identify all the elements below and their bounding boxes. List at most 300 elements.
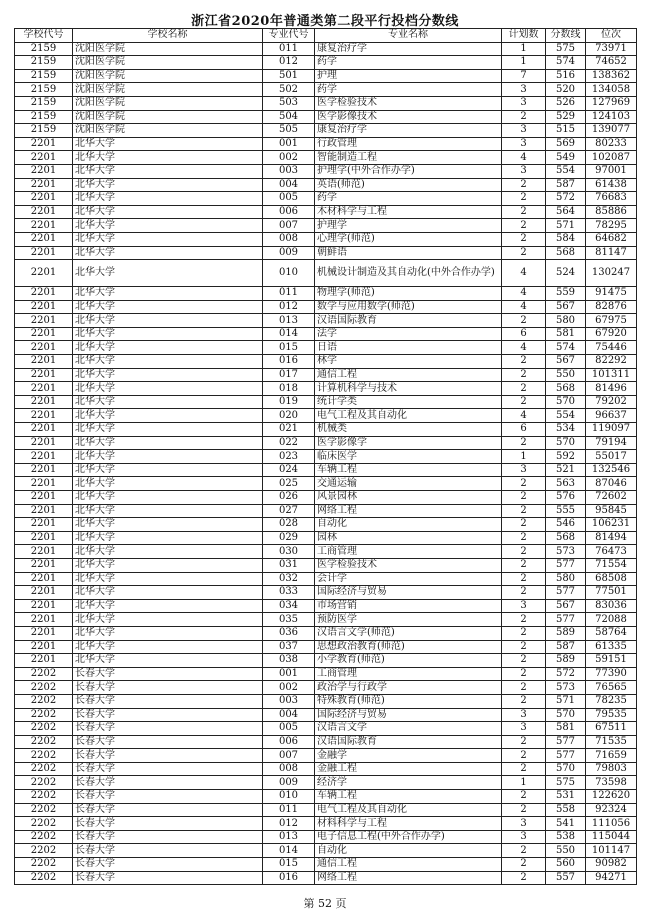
- cell-major-name: 机械类: [315, 423, 502, 437]
- cell-major-code: 504: [263, 110, 315, 124]
- header-major-code: 专业代号: [263, 29, 315, 43]
- cell-school-code: 2202: [15, 722, 73, 736]
- cell-rank: 81496: [586, 382, 637, 396]
- table-row: [15, 436, 637, 450]
- cell-score-line: 592: [546, 450, 586, 464]
- cell-rank: 90982: [586, 858, 637, 872]
- cell-rank: 75446: [586, 341, 637, 355]
- cell-score-line: 564: [546, 205, 586, 219]
- cell-major-code: 027: [263, 504, 315, 518]
- table-row: [15, 504, 637, 518]
- cell-plan-count: 3: [502, 137, 546, 151]
- cell-major-code: 505: [263, 124, 315, 138]
- cell-school-code: 2201: [15, 205, 73, 219]
- cell-major-name: 工商管理: [315, 545, 502, 559]
- cell-school-name: 北华大学: [73, 355, 263, 369]
- cell-rank: 80233: [586, 137, 637, 151]
- table-row: [15, 817, 637, 831]
- cell-major-code: 034: [263, 599, 315, 613]
- cell-major-name: 思想政治教育(师范): [315, 640, 502, 654]
- cell-school-name: 北华大学: [73, 314, 263, 328]
- cell-school-name: 北华大学: [73, 287, 263, 301]
- cell-rank: 95845: [586, 504, 637, 518]
- cell-major-code: 029: [263, 531, 315, 545]
- cell-rank: 101147: [586, 844, 637, 858]
- table-row: [15, 205, 637, 219]
- cell-major-code: 013: [263, 830, 315, 844]
- cell-major-code: 008: [263, 232, 315, 246]
- cell-score-line: 581: [546, 327, 586, 341]
- cell-plan-count: 2: [502, 178, 546, 192]
- cell-plan-count: 2: [502, 504, 546, 518]
- cell-score-line: 568: [546, 246, 586, 260]
- cell-school-code: 2202: [15, 817, 73, 831]
- cell-school-code: 2201: [15, 436, 73, 450]
- cell-major-name: 心理学(师范): [315, 232, 502, 246]
- cell-score-line: 521: [546, 463, 586, 477]
- cell-plan-count: 2: [502, 232, 546, 246]
- cell-plan-count: 1: [502, 450, 546, 464]
- cell-score-line: 567: [546, 599, 586, 613]
- cell-rank: 55017: [586, 450, 637, 464]
- cell-major-code: 006: [263, 735, 315, 749]
- table-row: [15, 137, 637, 151]
- cell-major-code: 009: [263, 246, 315, 260]
- cell-major-code: 012: [263, 300, 315, 314]
- cell-school-code: 2201: [15, 531, 73, 545]
- cell-major-code: 013: [263, 314, 315, 328]
- cell-school-code: 2201: [15, 192, 73, 206]
- cell-school-name: 北华大学: [73, 477, 263, 491]
- table-row: [15, 368, 637, 382]
- cell-school-name: 北华大学: [73, 423, 263, 437]
- cell-score-line: 541: [546, 817, 586, 831]
- header-school-name: 学校名称: [73, 29, 263, 43]
- cell-rank: 71659: [586, 749, 637, 763]
- cell-major-name: 材料科学与工程: [315, 817, 502, 831]
- table-row: [15, 246, 637, 260]
- cell-school-code: 2201: [15, 300, 73, 314]
- cell-major-name: 机械设计制造及其自动化(中外合作办学): [315, 260, 502, 287]
- score-table: [14, 28, 637, 885]
- cell-plan-count: 1: [502, 42, 546, 56]
- cell-rank: 91475: [586, 287, 637, 301]
- cell-major-name: 康复治疗学: [315, 42, 502, 56]
- cell-major-code: 026: [263, 491, 315, 505]
- cell-major-name: 护理学(中外合作办学): [315, 164, 502, 178]
- table-row: [15, 613, 637, 627]
- cell-major-name: 园林: [315, 531, 502, 545]
- cell-major-code: 031: [263, 558, 315, 572]
- table-row: [15, 96, 637, 110]
- table-row: [15, 450, 637, 464]
- cell-school-name: 北华大学: [73, 504, 263, 518]
- cell-school-code: 2201: [15, 341, 73, 355]
- cell-rank: 76473: [586, 545, 637, 559]
- table-row: [15, 762, 637, 776]
- cell-major-code: 009: [263, 776, 315, 790]
- cell-rank: 77501: [586, 586, 637, 600]
- cell-plan-count: 2: [502, 558, 546, 572]
- cell-school-code: 2202: [15, 667, 73, 681]
- cell-plan-count: 4: [502, 260, 546, 287]
- cell-score-line: 568: [546, 531, 586, 545]
- cell-plan-count: 2: [502, 368, 546, 382]
- cell-school-code: 2201: [15, 491, 73, 505]
- cell-score-line: 563: [546, 477, 586, 491]
- cell-plan-count: 2: [502, 749, 546, 763]
- cell-major-code: 006: [263, 205, 315, 219]
- cell-rank: 72088: [586, 613, 637, 627]
- cell-school-code: 2201: [15, 164, 73, 178]
- cell-score-line: 534: [546, 423, 586, 437]
- cell-plan-count: 1: [502, 776, 546, 790]
- cell-school-code: 2201: [15, 463, 73, 477]
- cell-school-code: 2201: [15, 572, 73, 586]
- cell-major-name: 计算机科学与技术: [315, 382, 502, 396]
- cell-school-code: 2201: [15, 558, 73, 572]
- cell-plan-count: 2: [502, 192, 546, 206]
- cell-school-code: 2159: [15, 83, 73, 97]
- cell-plan-count: 2: [502, 219, 546, 233]
- cell-school-code: 2159: [15, 42, 73, 56]
- table-row: [15, 395, 637, 409]
- cell-plan-count: 3: [502, 96, 546, 110]
- cell-major-code: 036: [263, 626, 315, 640]
- cell-major-code: 015: [263, 858, 315, 872]
- cell-school-code: 2202: [15, 803, 73, 817]
- cell-major-code: 014: [263, 844, 315, 858]
- cell-major-name: 交通运输: [315, 477, 502, 491]
- cell-rank: 132546: [586, 463, 637, 477]
- cell-score-line: 576: [546, 491, 586, 505]
- cell-rank: 106231: [586, 518, 637, 532]
- cell-major-code: 003: [263, 164, 315, 178]
- table-row: [15, 192, 637, 206]
- cell-major-name: 林学: [315, 355, 502, 369]
- cell-rank: 130247: [586, 260, 637, 287]
- cell-plan-count: 4: [502, 341, 546, 355]
- cell-plan-count: 3: [502, 722, 546, 736]
- cell-rank: 61438: [586, 178, 637, 192]
- cell-major-name: 经济学: [315, 776, 502, 790]
- cell-school-code: 2202: [15, 708, 73, 722]
- table-row: [15, 477, 637, 491]
- cell-plan-count: 3: [502, 599, 546, 613]
- cell-major-code: 004: [263, 708, 315, 722]
- cell-plan-count: 3: [502, 124, 546, 138]
- cell-school-code: 2159: [15, 96, 73, 110]
- cell-plan-count: 2: [502, 613, 546, 627]
- cell-rank: 92324: [586, 803, 637, 817]
- table-row: [15, 708, 637, 722]
- cell-rank: 81494: [586, 531, 637, 545]
- cell-plan-count: 2: [502, 477, 546, 491]
- cell-score-line: 569: [546, 137, 586, 151]
- cell-rank: 94271: [586, 871, 637, 885]
- cell-school-name: 沈阳医学院: [73, 42, 263, 56]
- cell-rank: 87046: [586, 477, 637, 491]
- cell-plan-count: 2: [502, 382, 546, 396]
- cell-plan-count: 2: [502, 531, 546, 545]
- table-row: [15, 640, 637, 654]
- cell-major-name: 电气工程及其自动化: [315, 409, 502, 423]
- cell-major-name: 汉语言文学(师范): [315, 626, 502, 640]
- cell-plan-count: 4: [502, 151, 546, 165]
- cell-rank: 127969: [586, 96, 637, 110]
- cell-school-name: 北华大学: [73, 341, 263, 355]
- cell-major-name: 智能制造工程: [315, 151, 502, 165]
- cell-rank: 71535: [586, 735, 637, 749]
- table-row: [15, 776, 637, 790]
- table-row: [15, 219, 637, 233]
- cell-rank: 73598: [586, 776, 637, 790]
- cell-plan-count: 4: [502, 300, 546, 314]
- cell-rank: 73971: [586, 42, 637, 56]
- cell-major-name: 康复治疗学: [315, 124, 502, 138]
- table-row: [15, 694, 637, 708]
- cell-school-code: 2202: [15, 735, 73, 749]
- cell-major-code: 014: [263, 327, 315, 341]
- cell-school-name: 长春大学: [73, 681, 263, 695]
- cell-major-code: 011: [263, 803, 315, 817]
- cell-major-code: 011: [263, 42, 315, 56]
- cell-school-name: 长春大学: [73, 722, 263, 736]
- cell-major-code: 035: [263, 613, 315, 627]
- header-major-name: 专业名称: [315, 29, 502, 43]
- cell-rank: 67975: [586, 314, 637, 328]
- header-plan-count: 计划数: [502, 29, 546, 43]
- cell-school-name: 北华大学: [73, 599, 263, 613]
- header-rank: 位次: [586, 29, 637, 43]
- cell-school-code: 2159: [15, 56, 73, 70]
- cell-score-line: 567: [546, 300, 586, 314]
- cell-score-line: 560: [546, 858, 586, 872]
- cell-major-code: 005: [263, 722, 315, 736]
- cell-plan-count: 2: [502, 694, 546, 708]
- cell-school-code: 2202: [15, 790, 73, 804]
- cell-school-name: 北华大学: [73, 463, 263, 477]
- cell-major-code: 025: [263, 477, 315, 491]
- cell-school-name: 沈阳医学院: [73, 69, 263, 83]
- cell-plan-count: 4: [502, 409, 546, 423]
- cell-school-name: 北华大学: [73, 232, 263, 246]
- cell-score-line: 577: [546, 735, 586, 749]
- cell-rank: 64682: [586, 232, 637, 246]
- cell-score-line: 584: [546, 232, 586, 246]
- cell-school-name: 长春大学: [73, 708, 263, 722]
- table-row: [15, 681, 637, 695]
- cell-major-code: 003: [263, 694, 315, 708]
- cell-score-line: 570: [546, 436, 586, 450]
- cell-major-code: 012: [263, 56, 315, 70]
- cell-score-line: 531: [546, 790, 586, 804]
- cell-school-name: 北华大学: [73, 219, 263, 233]
- cell-school-name: 北华大学: [73, 205, 263, 219]
- cell-school-code: 2159: [15, 124, 73, 138]
- cell-major-name: 国际经济与贸易: [315, 586, 502, 600]
- table-row: [15, 260, 637, 287]
- cell-major-code: 008: [263, 762, 315, 776]
- cell-major-name: 网络工程: [315, 871, 502, 885]
- table-row: [15, 423, 637, 437]
- table-row: [15, 626, 637, 640]
- cell-rank: 72602: [586, 491, 637, 505]
- cell-school-code: 2201: [15, 232, 73, 246]
- cell-school-name: 北华大学: [73, 491, 263, 505]
- cell-major-name: 会计学: [315, 572, 502, 586]
- table-row: [15, 314, 637, 328]
- cell-major-name: 电气工程及其自动化: [315, 803, 502, 817]
- cell-score-line: 587: [546, 178, 586, 192]
- table-row: [15, 42, 637, 56]
- cell-plan-count: 2: [502, 314, 546, 328]
- cell-score-line: 574: [546, 56, 586, 70]
- cell-rank: 97001: [586, 164, 637, 178]
- page-number: 第 52 页: [303, 897, 347, 910]
- cell-major-name: 护理: [315, 69, 502, 83]
- table-body: [15, 42, 637, 885]
- table-row: [15, 355, 637, 369]
- cell-score-line: 572: [546, 667, 586, 681]
- cell-major-name: 统计学类: [315, 395, 502, 409]
- cell-rank: 59151: [586, 654, 637, 668]
- cell-school-code: 2201: [15, 599, 73, 613]
- cell-rank: 76565: [586, 681, 637, 695]
- cell-school-code: 2201: [15, 640, 73, 654]
- cell-rank: 96637: [586, 409, 637, 423]
- cell-rank: 82292: [586, 355, 637, 369]
- cell-rank: 122620: [586, 790, 637, 804]
- cell-school-name: 沈阳医学院: [73, 56, 263, 70]
- cell-plan-count: 7: [502, 69, 546, 83]
- cell-school-name: 长春大学: [73, 830, 263, 844]
- cell-major-code: 016: [263, 355, 315, 369]
- cell-school-name: 北华大学: [73, 518, 263, 532]
- cell-plan-count: 6: [502, 423, 546, 437]
- cell-score-line: 575: [546, 776, 586, 790]
- cell-rank: 76683: [586, 192, 637, 206]
- cell-major-code: 001: [263, 137, 315, 151]
- table-row: [15, 232, 637, 246]
- cell-plan-count: 3: [502, 463, 546, 477]
- table-row: [15, 844, 637, 858]
- cell-plan-count: 1: [502, 56, 546, 70]
- cell-major-name: 医学影像技术: [315, 110, 502, 124]
- cell-school-code: 2201: [15, 450, 73, 464]
- cell-school-name: 北华大学: [73, 178, 263, 192]
- cell-major-name: 药学: [315, 83, 502, 97]
- table-row: [15, 572, 637, 586]
- cell-major-code: 017: [263, 368, 315, 382]
- cell-plan-count: 3: [502, 830, 546, 844]
- cell-major-name: 自动化: [315, 518, 502, 532]
- cell-major-name: 木材科学与工程: [315, 205, 502, 219]
- cell-major-name: 护理学: [315, 219, 502, 233]
- cell-school-code: 2201: [15, 314, 73, 328]
- cell-school-code: 2201: [15, 613, 73, 627]
- cell-plan-count: 2: [502, 762, 546, 776]
- cell-school-name: 北华大学: [73, 300, 263, 314]
- cell-school-code: 2201: [15, 178, 73, 192]
- cell-major-name: 汉语国际教育: [315, 735, 502, 749]
- header-school-code: 学校代号: [15, 29, 73, 43]
- table-row: [15, 790, 637, 804]
- cell-school-name: 北华大学: [73, 192, 263, 206]
- cell-major-code: 015: [263, 341, 315, 355]
- cell-rank: 82876: [586, 300, 637, 314]
- cell-major-code: 007: [263, 749, 315, 763]
- cell-plan-count: 2: [502, 491, 546, 505]
- cell-plan-count: 2: [502, 586, 546, 600]
- table-row: [15, 586, 637, 600]
- cell-major-code: 020: [263, 409, 315, 423]
- cell-score-line: 516: [546, 69, 586, 83]
- cell-plan-count: 2: [502, 654, 546, 668]
- cell-school-name: 长春大学: [73, 749, 263, 763]
- cell-plan-count: 2: [502, 395, 546, 409]
- cell-plan-count: 2: [502, 355, 546, 369]
- cell-score-line: 549: [546, 151, 586, 165]
- cell-major-name: 小学教育(师范): [315, 654, 502, 668]
- cell-major-name: 药学: [315, 192, 502, 206]
- table-row: [15, 803, 637, 817]
- cell-major-name: 金融工程: [315, 762, 502, 776]
- cell-plan-count: 3: [502, 817, 546, 831]
- cell-school-name: 北华大学: [73, 586, 263, 600]
- cell-school-code: 2159: [15, 69, 73, 83]
- cell-rank: 71554: [586, 558, 637, 572]
- cell-plan-count: 2: [502, 518, 546, 532]
- cell-plan-count: 3: [502, 83, 546, 97]
- cell-major-name: 医学影像学: [315, 436, 502, 450]
- cell-major-name: 市场营销: [315, 599, 502, 613]
- cell-school-code: 2201: [15, 151, 73, 165]
- cell-score-line: 557: [546, 871, 586, 885]
- cell-major-code: 002: [263, 681, 315, 695]
- cell-school-name: 北华大学: [73, 327, 263, 341]
- cell-major-code: 032: [263, 572, 315, 586]
- cell-major-name: 政治学与行政学: [315, 681, 502, 695]
- cell-major-name: 医学检验技术: [315, 96, 502, 110]
- cell-plan-count: 2: [502, 572, 546, 586]
- cell-plan-count: 2: [502, 640, 546, 654]
- cell-major-code: 010: [263, 260, 315, 287]
- cell-plan-count: 2: [502, 803, 546, 817]
- cell-major-name: 车辆工程: [315, 790, 502, 804]
- cell-major-code: 012: [263, 817, 315, 831]
- cell-major-code: 502: [263, 83, 315, 97]
- cell-score-line: 529: [546, 110, 586, 124]
- table-row: [15, 300, 637, 314]
- cell-score-line: 538: [546, 830, 586, 844]
- cell-rank: 67920: [586, 327, 637, 341]
- cell-school-name: 北华大学: [73, 382, 263, 396]
- cell-school-name: 长春大学: [73, 803, 263, 817]
- cell-school-name: 北华大学: [73, 613, 263, 627]
- cell-major-name: 物理学(师范): [315, 287, 502, 301]
- table-row: [15, 151, 637, 165]
- cell-school-name: 北华大学: [73, 531, 263, 545]
- cell-major-name: 药学: [315, 56, 502, 70]
- cell-major-name: 医学检验技术: [315, 558, 502, 572]
- cell-score-line: 574: [546, 341, 586, 355]
- cell-school-name: 北华大学: [73, 164, 263, 178]
- cell-rank: 74652: [586, 56, 637, 70]
- cell-rank: 79803: [586, 762, 637, 776]
- cell-score-line: 558: [546, 803, 586, 817]
- table-row: [15, 654, 637, 668]
